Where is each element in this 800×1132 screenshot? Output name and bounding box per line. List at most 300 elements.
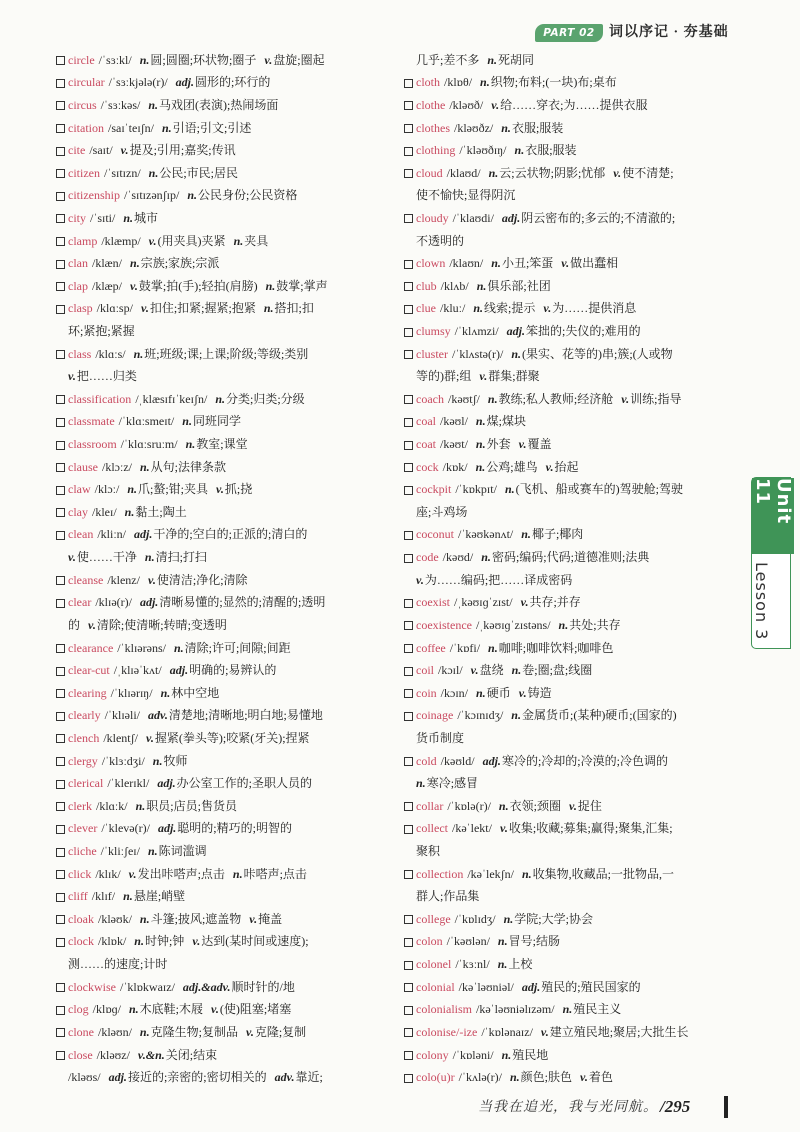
part-of-speech: v. <box>540 1024 549 1039</box>
definition: 扣住;扣紧;握紧;抱紧 <box>149 301 256 316</box>
phonetic: /klɪk/ <box>95 866 121 881</box>
checkbox-icon <box>404 757 413 766</box>
definition-group <box>488 392 613 406</box>
definition-group <box>138 1048 217 1062</box>
entry-line <box>55 885 393 908</box>
definition-group <box>246 1025 306 1039</box>
checkbox-icon <box>404 305 413 314</box>
entry-line <box>55 275 393 298</box>
definition: 公鸡;雄鸟 <box>486 459 538 474</box>
headword: clearly <box>68 708 101 723</box>
part-of-speech: n. <box>504 482 515 497</box>
definition: 引语;引文;引述 <box>172 120 252 135</box>
headword: colon <box>416 934 443 949</box>
headword: circus <box>68 97 97 112</box>
definition-group <box>148 708 323 722</box>
phonetic: /saɪˈteɪʃn/ <box>108 120 154 135</box>
definition: 衣服;服装 <box>511 120 564 135</box>
definition-group <box>129 867 225 881</box>
phonetic: /ˈkɔɪnɪdʒ/ <box>457 708 504 723</box>
definition: 覆盖 <box>527 437 552 452</box>
definition-group <box>275 1070 323 1084</box>
checkbox-icon <box>56 757 65 766</box>
checkbox-icon <box>404 712 413 721</box>
definition-group <box>580 1070 613 1084</box>
phonetic: /kleɪ/ <box>92 504 117 519</box>
checkbox-icon <box>404 214 413 223</box>
entry-line <box>403 94 741 117</box>
definition: 城市 <box>134 210 159 225</box>
entry-line <box>55 162 393 185</box>
entry-line <box>55 433 393 456</box>
entry-line <box>55 207 393 230</box>
definition: (果实、花等的)串;簇;(人或物 <box>522 346 673 361</box>
entry-line <box>403 546 741 569</box>
definition-group <box>140 460 226 474</box>
definition-group <box>522 867 674 881</box>
entry-line <box>55 184 393 207</box>
part-of-speech: n. <box>124 504 135 519</box>
definition-group <box>68 957 167 971</box>
entry-line <box>55 908 393 931</box>
phonetic: /kəˈlekʃn/ <box>467 866 514 881</box>
definition-group <box>109 1070 267 1084</box>
definition-group <box>140 1025 238 1039</box>
part-of-speech: v. <box>416 572 424 587</box>
definition: 悬崖;峭壁 <box>133 889 186 904</box>
definition: 清扫;打扫 <box>155 550 207 565</box>
definition-group <box>563 1002 622 1016</box>
entry-line <box>55 998 393 1021</box>
part-of-speech: n. <box>491 256 501 271</box>
entry-line <box>55 388 393 411</box>
checkbox-icon <box>56 1006 65 1015</box>
checkbox-icon <box>56 282 65 291</box>
entry-line <box>55 1044 393 1067</box>
checkbox-icon <box>404 282 413 291</box>
checkbox-icon <box>56 825 65 834</box>
definition: 发出咔嗒声;点击 <box>137 866 225 881</box>
definition-group <box>127 482 208 496</box>
headword: classmate <box>68 414 115 429</box>
phonetic: /ˈklɑːsruːm/ <box>120 437 178 452</box>
definition-group <box>507 324 641 338</box>
phonetic: /kɒk/ <box>442 459 468 474</box>
phonetic: /ˈsɪti/ <box>90 210 116 225</box>
part-of-speech: n. <box>511 346 522 361</box>
phonetic: /kɔɪn/ <box>440 685 468 700</box>
entry-line <box>55 230 393 253</box>
part-of-speech: n. <box>487 391 498 406</box>
entry-line <box>403 433 741 456</box>
part-of-speech: v. <box>520 595 529 610</box>
entry-line <box>403 320 741 343</box>
part-of-speech: n. <box>558 617 569 632</box>
headword: clue <box>416 301 436 316</box>
entry-line <box>55 863 393 886</box>
definition-group <box>153 754 188 768</box>
entry-line <box>55 772 393 795</box>
headword: clench <box>68 730 100 745</box>
checkbox-icon <box>56 214 65 223</box>
phonetic: /klaʊn/ <box>449 256 484 271</box>
headword: clause <box>68 459 98 474</box>
phonetic: /klɪə(r)/ <box>95 595 132 610</box>
phonetic: /kəʊtʃ/ <box>447 391 480 406</box>
definition-group <box>521 527 583 541</box>
part-of-speech: n. <box>473 301 484 316</box>
definition-group <box>123 211 158 225</box>
part-of-speech: n. <box>233 233 244 248</box>
left-word-column <box>55 49 393 1089</box>
definition: 颜色;肤色 <box>520 1070 572 1085</box>
headword: coin <box>416 685 437 700</box>
checkbox-icon <box>56 169 65 178</box>
phonetic: /ˈkɒlənaɪz/ <box>481 1024 533 1039</box>
checkbox-icon <box>404 825 413 834</box>
definition-group <box>68 618 80 632</box>
part-of-speech: n. <box>498 798 509 813</box>
definition: 捉住 <box>577 798 602 813</box>
definition-group <box>233 867 307 881</box>
part-of-speech: v. <box>491 97 500 112</box>
entry-line <box>55 704 393 727</box>
definition-group <box>476 686 511 700</box>
definition-group <box>416 776 478 790</box>
definition: 教练;私人教师;经济舱 <box>498 391 614 406</box>
definition: 织物;布料;(一块)布;桌布 <box>490 75 617 90</box>
entry-line <box>403 863 741 886</box>
phonetic: /ˈklerɪkl/ <box>107 776 150 791</box>
definition: 上校 <box>508 957 533 972</box>
part-of-speech: v. <box>140 301 149 316</box>
part-of-speech: n. <box>475 437 486 452</box>
entry-continuation-line <box>403 772 741 795</box>
definition-group <box>140 912 241 926</box>
definition: 密码;编码;代码;道德准则;法典 <box>491 550 650 565</box>
definition: 爪;螯;钳;夹具 <box>138 482 209 497</box>
definition: 冒号;结肠 <box>508 934 560 949</box>
definition-group <box>613 166 673 180</box>
headword: colonialism <box>416 1002 472 1017</box>
definition-group <box>134 527 307 541</box>
definition: 提及;引用;嘉奖;传讯 <box>129 143 236 158</box>
headword: circular <box>68 75 105 90</box>
phonetic: /klaʊd/ <box>446 165 481 180</box>
definition-group <box>149 166 238 180</box>
headword: clearing <box>68 685 107 700</box>
phonetic: /kliːn/ <box>97 527 126 542</box>
part-of-speech: n. <box>511 663 522 678</box>
checkbox-icon <box>404 802 413 811</box>
part-of-speech: v. <box>518 437 527 452</box>
entry-line <box>55 817 393 840</box>
phonetic: /kəˈləʊniəlɪzəm/ <box>476 1002 555 1017</box>
definition-group <box>473 301 535 315</box>
part-of-speech: v. <box>130 278 138 293</box>
phonetic: /ˈkɒlə(r)/ <box>447 798 491 813</box>
running-head-title: 词以序记 · 夯基础 <box>609 25 729 40</box>
phonetic: /ˈklɑːsmeɪt/ <box>118 414 175 429</box>
definition-group <box>559 618 621 632</box>
definition: 靠近; <box>295 1070 323 1085</box>
headword: coexist <box>416 595 450 610</box>
checkbox-icon <box>56 395 65 404</box>
entry-line <box>55 297 393 320</box>
entry-line <box>403 591 741 614</box>
phonetic: /kləʊk/ <box>98 911 132 926</box>
definition: 群人;作品集 <box>416 889 480 904</box>
phonetic: /kəˈləʊniəl/ <box>458 979 514 994</box>
part-of-speech: n. <box>148 97 159 112</box>
entry-continuation-line <box>55 365 393 388</box>
phonetic: /ˈsɜːkl/ <box>98 52 132 67</box>
checkbox-icon <box>404 101 413 110</box>
phonetic: /kəʊd/ <box>442 550 474 565</box>
definition: 教室;课堂 <box>196 437 248 452</box>
definition-group <box>134 347 309 361</box>
entry-line <box>403 252 741 275</box>
part-of-speech: n. <box>475 459 486 474</box>
checkbox-icon <box>56 531 65 540</box>
definition-group <box>502 1048 549 1062</box>
phonetic: /klenz/ <box>107 572 140 587</box>
checkbox-icon <box>56 1051 65 1060</box>
entry-line <box>403 614 741 637</box>
entry-line <box>55 478 393 501</box>
definition-group <box>130 256 219 270</box>
headword: clerical <box>68 776 104 791</box>
definition-group <box>487 53 534 67</box>
headword: code <box>416 550 439 565</box>
definition: 煤;煤块 <box>486 414 526 429</box>
definition-group <box>416 188 515 202</box>
entry-line <box>55 117 393 140</box>
part-of-speech: adj. <box>157 821 177 836</box>
definition-group <box>161 686 220 700</box>
definition-group <box>148 98 278 112</box>
part-of-speech: n. <box>514 143 525 158</box>
definition: 云;云状物;阴影;忧郁 <box>499 165 606 180</box>
entry-line <box>55 94 393 117</box>
part-of-speech: n. <box>475 414 486 429</box>
checkbox-icon <box>56 79 65 88</box>
checkbox-icon <box>56 260 65 269</box>
definition: 座;斗鸡场 <box>416 504 468 519</box>
headword: classification <box>68 391 132 406</box>
entry-line <box>55 930 393 953</box>
part-of-speech: v. <box>68 550 76 565</box>
definition-group <box>121 143 236 157</box>
entry-line <box>55 840 393 863</box>
entry-line <box>55 71 393 94</box>
headword: class <box>68 346 92 361</box>
definition-group <box>141 301 256 315</box>
checkbox-icon <box>56 1028 65 1037</box>
checkbox-icon <box>56 599 65 608</box>
definition-group <box>264 53 324 67</box>
unit-side-tab <box>751 477 794 649</box>
part-of-speech: v. <box>543 301 552 316</box>
part-of-speech: v. <box>147 572 156 587</box>
definition: 聪明的;精巧的;明智的 <box>177 821 292 836</box>
definition-group <box>519 437 552 451</box>
part-of-speech: v. <box>613 165 622 180</box>
definition: 衣领;颈圈 <box>509 798 561 813</box>
entry-line <box>403 297 741 320</box>
part-of-speech: n. <box>144 550 155 565</box>
headword: clergy <box>68 753 98 768</box>
definition-group <box>489 166 606 180</box>
checkbox-icon <box>404 915 413 924</box>
part-of-speech: n. <box>488 640 498 655</box>
definition-group <box>216 482 252 496</box>
definition: 使……干净 <box>76 550 137 565</box>
entry-line <box>403 637 741 660</box>
entry-line <box>55 795 393 818</box>
phonetic: /kɔɪl/ <box>438 663 463 678</box>
entry-line <box>403 659 741 682</box>
part-of-speech: v. <box>120 143 129 158</box>
definition-group <box>501 121 563 135</box>
definition: 宗族;家族;宗派 <box>140 256 220 271</box>
definition: 职员;店员;售货员 <box>146 798 237 813</box>
part-of-speech: adv. <box>147 708 168 723</box>
checkbox-icon <box>404 531 413 540</box>
entry-continuation-line <box>403 840 741 863</box>
entry-line <box>403 682 741 705</box>
part-of-speech: n. <box>480 75 490 90</box>
phonetic: /klentʃ/ <box>103 730 138 745</box>
definition: 做出蠢相 <box>570 256 619 271</box>
definition-group <box>498 934 560 948</box>
headword: cold <box>416 753 437 768</box>
phonetic: /kluː/ <box>440 301 466 316</box>
definition: 金属货币;(某种)硬币;(国家的) <box>521 708 677 723</box>
phonetic: /klæn/ <box>92 256 123 271</box>
headword: clan <box>68 256 88 271</box>
checkbox-icon <box>56 983 65 992</box>
phonetic: /ˈkɒfi/ <box>449 640 481 655</box>
part-of-speech: v. <box>580 1070 588 1085</box>
definition-group <box>519 686 552 700</box>
definition-group <box>480 75 617 89</box>
part-of-speech: v. <box>499 821 508 836</box>
definition-group <box>68 1070 101 1084</box>
phonetic: /ˈklɪərɪŋ/ <box>110 685 153 700</box>
definition-group <box>162 121 251 135</box>
definition: 使清洁;净化;清除 <box>156 572 248 587</box>
headword: clear <box>68 595 92 610</box>
definition: 小丑;笨蛋 <box>501 256 554 271</box>
definition-group <box>174 641 291 655</box>
phonetic: /ˈklʌstə(r)/ <box>452 346 504 361</box>
definition-group <box>416 731 464 745</box>
definition: 把……归类 <box>76 369 137 384</box>
definition-group <box>416 234 464 248</box>
entry-line <box>55 1021 393 1044</box>
definition-group <box>621 392 681 406</box>
definition: 黏土;陶土 <box>135 504 187 519</box>
definition: 同班同学 <box>192 414 241 429</box>
headword: coat <box>416 437 436 452</box>
part-of-speech: n. <box>503 911 514 926</box>
definition-group <box>266 279 328 293</box>
footer-motto: 当我在追光，我与光同航。 <box>478 1100 658 1115</box>
phonetic: /ˈklaʊdi/ <box>452 210 494 225</box>
definition: 公民;市民;居民 <box>159 165 239 180</box>
definition: 干净的;空白的;正派的;清白的 <box>153 527 308 542</box>
checkbox-icon <box>56 870 65 879</box>
phonetic: /kləʊðz/ <box>454 120 494 135</box>
part-of-speech: n. <box>182 414 192 429</box>
phonetic: /klɑːk/ <box>95 798 128 813</box>
checkbox-icon <box>404 1006 413 1015</box>
definition-group <box>157 776 312 790</box>
part-of-speech: adj. <box>133 527 153 542</box>
definition: (飞机、船或赛车的)驾驶舱;驾驶 <box>515 482 683 497</box>
definition-group <box>477 279 551 293</box>
phonetic: /ˈklɪərəns/ <box>117 640 166 655</box>
phonetic: /ˈsɪtɪzn/ <box>103 165 141 180</box>
definition: 搭扣;扣 <box>274 301 314 316</box>
phonetic: /kləʊs/ <box>68 1070 101 1085</box>
definition: 使不愉快;显得阴沉 <box>416 188 516 203</box>
checkbox-icon <box>404 328 413 337</box>
entry-continuation-line <box>55 614 393 637</box>
part-of-speech: n. <box>139 52 150 67</box>
checkbox-icon <box>56 101 65 110</box>
part-of-speech: n. <box>497 957 508 972</box>
definition-group <box>512 663 593 677</box>
part-of-speech: n. <box>123 889 133 904</box>
checkbox-icon <box>404 599 413 608</box>
part-of-speech: v. <box>88 617 96 632</box>
entry-line <box>55 456 393 479</box>
checkbox-icon <box>404 621 413 630</box>
headword: clog <box>68 1002 89 1017</box>
entry-line <box>55 569 393 592</box>
checkbox-icon <box>404 644 413 653</box>
definition-group <box>416 369 471 383</box>
checkbox-icon <box>404 147 413 156</box>
headword: clothes <box>416 120 450 135</box>
definition-group <box>471 663 504 677</box>
definition: 握紧(拳头等);咬紧(牙关);捏紧 <box>154 730 310 745</box>
headword: clap <box>68 278 88 293</box>
checkbox-icon <box>56 508 65 517</box>
part-of-speech: adv. <box>274 1070 295 1085</box>
phonetic: /klɒɡ/ <box>92 1002 121 1017</box>
definition-group <box>176 75 271 89</box>
definition: 接近的;亲密的;密切相关的 <box>127 1070 267 1085</box>
definition-group <box>125 505 187 519</box>
phonetic: /ˈsɪtɪzənʃɪp/ <box>123 188 180 203</box>
entry-line <box>403 117 741 140</box>
definition: 着色 <box>588 1070 613 1085</box>
checkbox-icon <box>56 644 65 653</box>
definition: 顺时针的/地 <box>231 979 295 994</box>
entry-line <box>55 637 393 660</box>
headword: citation <box>68 120 104 135</box>
part-of-speech: v. <box>470 663 479 678</box>
definition-group <box>211 1002 291 1016</box>
definition-group <box>416 505 467 519</box>
headword: colony <box>416 1047 449 1062</box>
part-of-speech: n. <box>139 911 150 926</box>
checkbox-icon <box>56 915 65 924</box>
part-of-speech: adj. <box>521 979 541 994</box>
